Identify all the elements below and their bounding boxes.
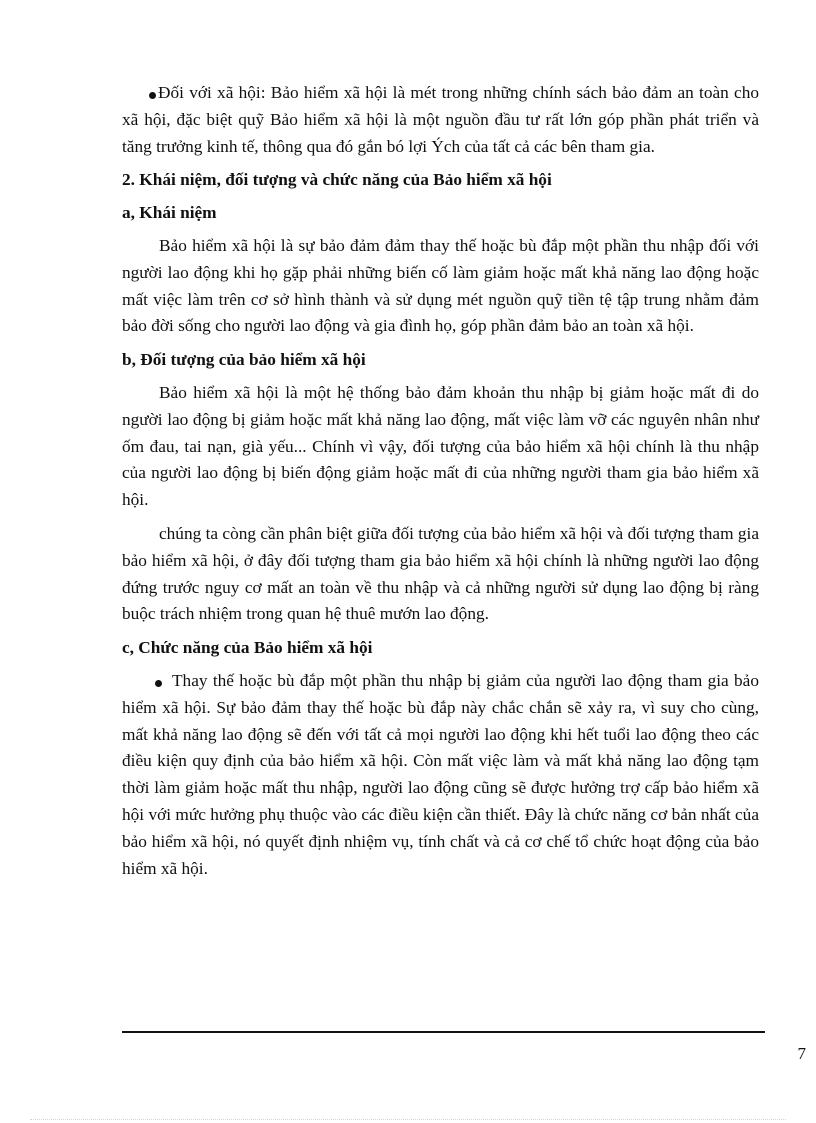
- paragraph-distinction: chúng ta còng cần phân biệt giữa đối tượng của bảo hiểm xã hội và đối tượng tham gia bảo hiểm xã hội, ở đây đối tượng tham gia bảo hiểm xã hội chính là những người lao động đứng trước nguy cơ mất an toàn về thu nhập và cả những người sử dụng lao động bị ràng buộc trách nhiệm trong quan hệ thuê mướn lao động.: [122, 523, 759, 624]
- bullet-paragraph-function: [122, 668, 759, 882]
- page-edge-dotted-line: [30, 1119, 786, 1120]
- paragraph-text: Đối với xã hội: Bảo hiểm xã hội là mét trong những chính sách bảo đảm an toàn cho xã hội, đặc biệt quỹ Bảo hiểm xã hội là một nguồn đầu tư rất lớn góp phần phát triển và tăng trưởng kinh tế, thông qua đó gắn bó lợi Ých của tất cả các bên tham gia.: [122, 83, 759, 156]
- section-heading: 2. Khái niệm, đối tượng và chức năng của Bảo hiểm xã hội: [122, 170, 552, 190]
- bullet-icon: [149, 92, 156, 99]
- page-number: 7: [797, 1044, 806, 1063]
- paragraph-subject: Bảo hiểm xã hội là một hệ thống bảo đảm khoản thu nhập bị giảm hoặc mất đi do người lao động bị giảm hoặc mất khả năng lao động, mất việc làm vỡ các nguyên nhân như ốm đau, tai nạn, già yếu... Chính vì vậy, đối tượng của bảo hiểm xã hội chính là thu nhập của người lao động bị biến động giảm hoặc mất đi của những người tham gia bảo hiểm xã hội.: [122, 382, 759, 510]
- subsection-heading-function: c, Chức năng của Bảo hiểm xã hội: [122, 638, 373, 658]
- footer-divider: [122, 1031, 765, 1033]
- bullet-paragraph-social: [122, 80, 759, 160]
- page-body: [122, 80, 759, 889]
- bullet-icon: [155, 680, 162, 687]
- paragraph-text: Thay thế hoặc bù đắp một phần thu nhập bị giảm của người lao động tham gia bảo hiểm xã hội. Sự bảo đảm thay thế hoặc bù đắp này chắc chắn sẽ xảy ra, vì suy cho cùng, mất khả năng lao động sẽ đến với tất cả mọi người lao động khi hết tuổi lao động theo các điều kiện quy định của bảo hiểm xã hội. Còn mất việc làm và mất khả năng lao động tạm thời làm giảm hoặc mất thu nhập, người lao động cũng sẽ được hưởng trợ cấp bảo hiểm xã hội với mức hưởng phụ thuộc vào các điều kiện cần thiết. Đây là chức năng cơ bản nhất của bảo hiểm xã hội, nó quyết định nhiệm vụ, tính chất và cả cơ chế tổ chức hoạt động của bảo hiểm xã hội.: [122, 670, 759, 878]
- paragraph-concept: Bảo hiểm xã hội là sự bảo đảm đảm thay thế hoặc bù đắp một phần thu nhập đối với người lao động khi họ gặp phải những biến cố làm giảm hoặc mất khả năng lao động hoặc mất việc làm trên cơ sở hình thành và sử dụng mét nguồn quỹ tiền tệ tập trung nhằm đảm bảo đời sống cho người lao động và gia đình họ, góp phần đảm bảo an toàn xã hội.: [122, 235, 759, 336]
- subsection-heading-concept: a, Khái niệm: [122, 203, 217, 223]
- subsection-heading-subject: b, Đối tượng của bảo hiểm xã hội: [122, 350, 366, 370]
